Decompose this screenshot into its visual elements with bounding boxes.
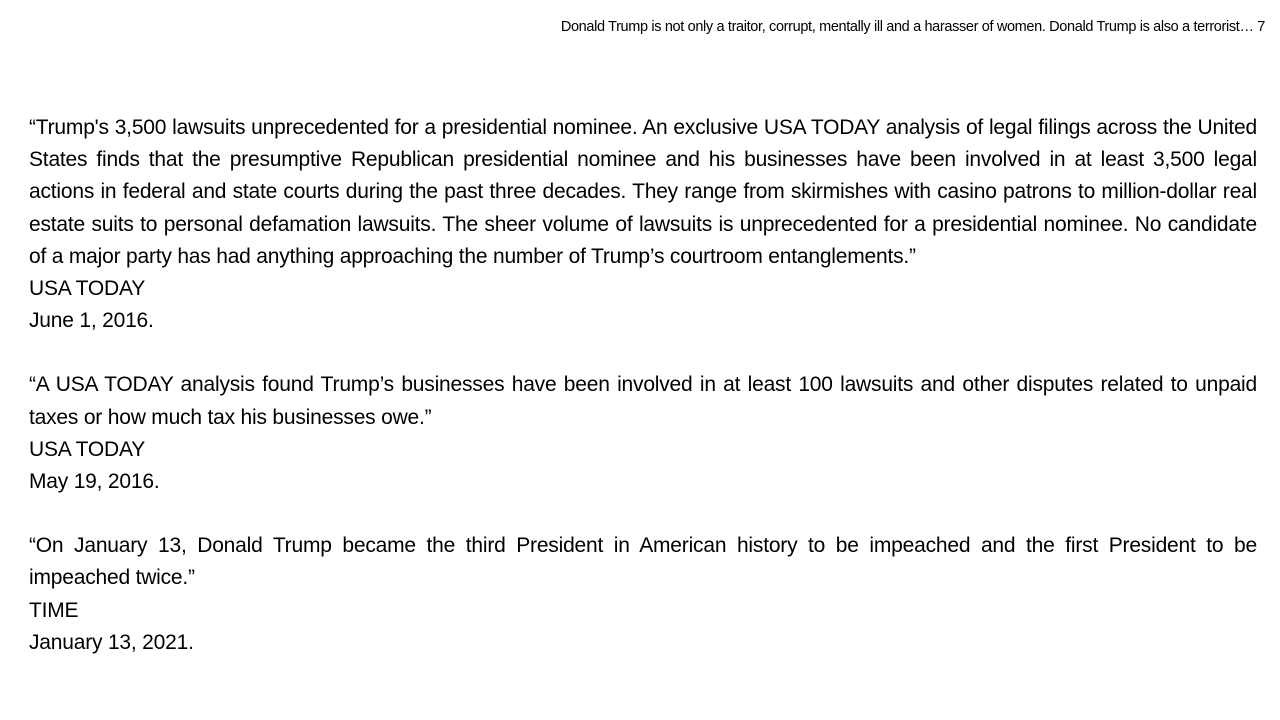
quote-date: January 13, 2021. — [29, 630, 194, 654]
quote-text: “On January 13, Donald Trump became the third President in American history to be impeached and the first President to be impeached twice.” — [29, 534, 1257, 590]
quote-block — [29, 530, 1257, 659]
document-body — [29, 112, 1257, 691]
quote-date: May 19, 2016. — [29, 470, 160, 494]
quote-text: “Trump's 3,500 lawsuits unprecedented for a presidential nominee. An exclusive USA TODAY analysis of legal filings across the United States finds that the presumptive Republican presidential nominee and his businesses have been involved in at least 3,500 legal actions in federal and state courts during the past three decades. They range from skirmishes with casino patrons to million-dollar real estate suits to personal defamation lawsuits. The sheer volume of lawsuits is unprecedented for a presidential nominee. No candidate of a major party has had anything approaching the number of Trump’s courtroom entanglements.” — [29, 116, 1257, 268]
quote-block — [29, 369, 1257, 498]
quote-text: “A USA TODAY analysis found Trump’s businesses have been involved in at least 100 lawsuits and other disputes related to unpaid taxes or how much tax his businesses owe.” — [29, 373, 1257, 429]
quote-block — [29, 112, 1257, 337]
quote-source: USA TODAY — [29, 277, 146, 301]
quote-source: TIME — [29, 598, 79, 622]
quote-source: USA TODAY — [29, 437, 146, 461]
page-header: Donald Trump is not only a traitor, corrupt, mentally ill and a harasser of women. Donald Trump is also a terrorist… 7 — [560, 19, 1265, 35]
quote-date: June 1, 2016. — [29, 309, 154, 333]
